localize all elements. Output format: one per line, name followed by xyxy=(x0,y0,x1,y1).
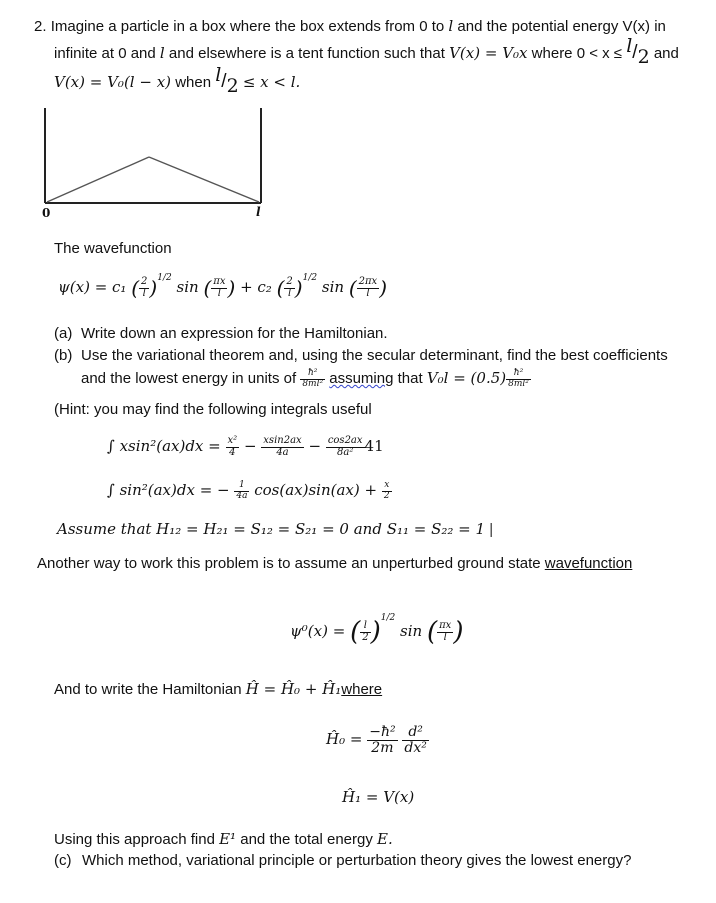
figure-label-l: l xyxy=(256,205,261,219)
assume-line xyxy=(57,520,493,538)
problem-line-3: V(x) = V₀(l − x) when l/2 ≤ x < l. xyxy=(54,64,301,97)
wavefunction-heading: The wavefunction xyxy=(54,240,172,257)
part-b-label: (b) xyxy=(54,347,73,364)
v0l-expression: V₀l = (0.5) xyxy=(426,369,507,387)
hamiltonian-text: And to write the Hamiltonian xyxy=(54,681,242,698)
another-way-text: Another way to work this problem is to assume an unperturbed ground state xyxy=(37,555,541,572)
h0-equation: Ĥ₀ = $\frac{\text{−ħ²}}{2m}$ $\frac{\text{d²}}{\text{dx²}}$ xyxy=(326,724,427,756)
assume-text: Assume that H₁₂ = H₂₁ = S₁₂ = S₂₁ = 0 and S₁₁ = S₂₂ = 1 xyxy=(57,520,486,538)
e-symbol: E. xyxy=(377,830,393,848)
line2-text-a: infinite at 0 and xyxy=(54,45,156,62)
integral-2-mid: cos(ax)sin(ax) + xyxy=(254,481,378,499)
part-b-line-2: and the lowest energy in units of $\frac{\text{ħ²}}{\text{8ml²}}$ assuming that V₀l = (0.5) $\frac{\text{ħ²}}{\text{8ml²}}$ xyxy=(81,368,529,389)
text-cursor: | xyxy=(489,521,494,538)
part-a-text: Write down an expression for the Hamiltonian. xyxy=(81,325,388,342)
hamiltonian-line xyxy=(54,680,382,698)
assuming-word: assuming xyxy=(329,370,394,387)
psi0-lhs: ψ⁰(x) = xyxy=(290,622,346,640)
part-a-label: (a) xyxy=(54,325,73,342)
problem-number: 2. xyxy=(34,18,47,35)
h1-equation: Ĥ₁ = V(x) xyxy=(342,788,415,806)
part-c-text: Which method, variational principle or perturbation theory gives the lowest energy? xyxy=(82,852,632,869)
and-word: and xyxy=(653,45,679,62)
psi0-equation: ψ⁰(x) = ( $\frac{l}{2}$ )$^{1/2}$ sin ( $\frac{\pi x}{l}$ ) xyxy=(290,613,464,647)
v1-expression: V(x) = V₀x xyxy=(449,44,528,62)
l-symbol: l xyxy=(448,17,454,35)
problem-intro-end: and the potential energy V(x) in xyxy=(457,18,666,35)
l-over: l xyxy=(626,35,633,57)
part-c-label: (c) xyxy=(54,852,72,869)
line2-text-b: and elsewhere is a tent function such that xyxy=(168,45,445,62)
tent-falling-edge xyxy=(149,157,259,202)
l-over: l xyxy=(215,64,222,86)
tent-rising-edge xyxy=(47,157,149,202)
hamiltonian-expression: Ĥ = Ĥ₀ + Ĥ₁ xyxy=(245,680,342,698)
plus-c2: + c₂ xyxy=(240,278,272,296)
problem-intro: Imagine a particle in a box where the box extends from 0 to xyxy=(50,18,445,35)
integral-xsin2: ∫ xsin²(ax)dx = $\frac{\text{x²}}{4}$ − $\frac{xsin2ax}{4a}$ − $\frac{\cos 2ax}{\text{8a²}}$ 41 xyxy=(107,435,384,458)
part-b-text: Use the variational theorem and, using the secular determinant, find the best coefficients xyxy=(81,347,668,364)
integral-2-lhs: ∫ sin²(ax)dx = − xyxy=(107,481,230,499)
v2-expression: V(x) = V₀(l − x) xyxy=(54,73,172,91)
hint-text: (Hint: you may find the following integrals useful xyxy=(54,401,372,418)
another-way-line xyxy=(37,555,632,572)
final-text-b: and the total energy xyxy=(240,831,373,848)
e1-symbol: E¹ xyxy=(219,830,237,848)
that-word: that xyxy=(397,370,423,387)
problem-line-2: infinite at 0 and l and elsewhere is a tent function such that V(x) = V₀x where 0 < x ≤ l/2 and xyxy=(54,35,679,68)
line2-text-c: where 0 < x ≤ xyxy=(531,45,623,62)
integral-1-lhs: ∫ xsin²(ax)dx = xyxy=(107,437,221,455)
wavefunction-equation: ψ(x) = c₁ ( $\frac{2}{l}$ )$^{1/2}$ sin ( $\frac{\pi x}{l}$ ) + c₂ ( $\frac{2}{l}$ )$^{1/2}$ sin ( $\frac{2\pi x}{l}$ ) xyxy=(58,273,388,300)
figure-label-zero: 0 xyxy=(42,206,51,220)
range-end: ≤ x < l. xyxy=(242,73,301,91)
integral-sin2: ∫ sin²(ax)dx = − $\frac{1}{4a}$ cos(ax)sin(ax) + $\frac{x}{2}$ xyxy=(107,480,390,501)
final-text-a: Using this approach find xyxy=(54,831,215,848)
h0-lhs: Ĥ₀ = xyxy=(326,730,363,749)
final-line-1 xyxy=(54,830,393,848)
when-word: when xyxy=(175,74,212,91)
where-word: where xyxy=(341,681,383,698)
psi-lhs: ψ(x) = c₁ xyxy=(58,278,127,296)
units-text: and the lowest energy in units of xyxy=(81,370,297,387)
l-symbol: l xyxy=(159,44,165,62)
wavefunction-underlined: wavefunction xyxy=(544,555,633,572)
